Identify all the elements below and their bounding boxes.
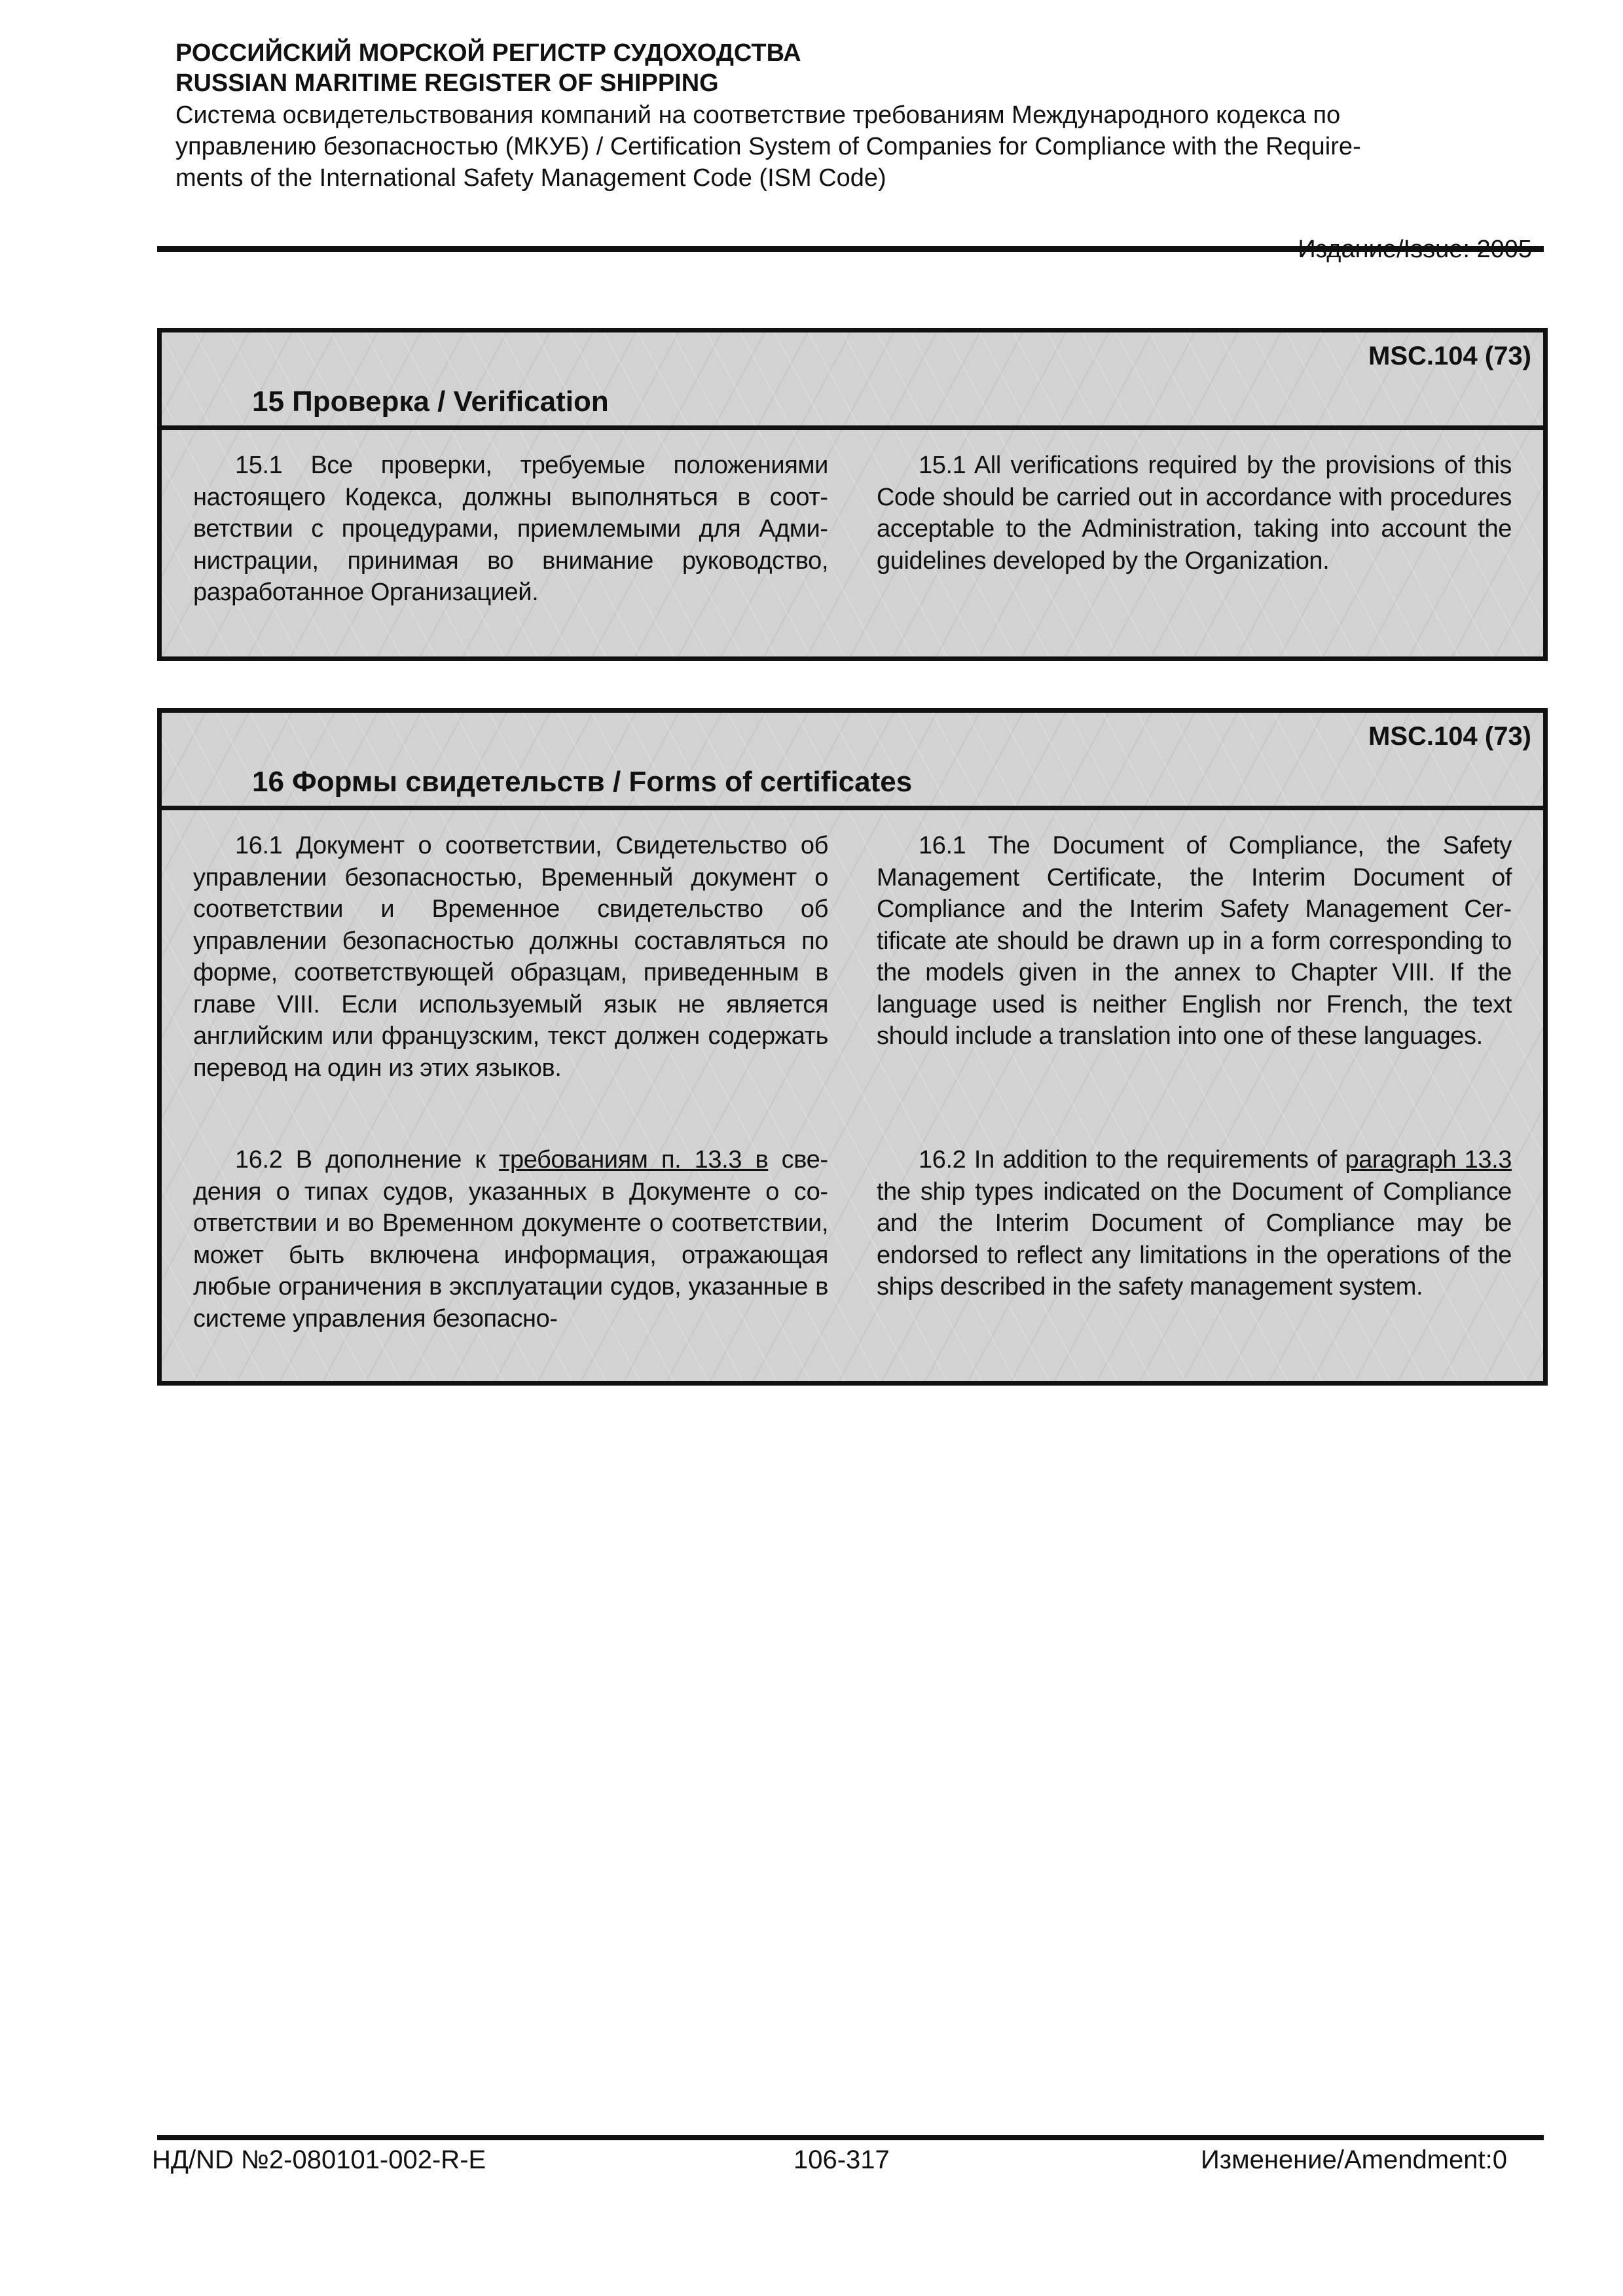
paragraph-text bbox=[877, 1144, 1512, 1303]
paragraph-text: 15.1 All verifications required by the provisions of this Code should be carried out in accordance with procedures acceptable to the Administration, taking into account the guidelines developed by the Organization. bbox=[877, 452, 1512, 575]
amendment-label: Изменение/Amendment:0 bbox=[1201, 2145, 1507, 2174]
requirements-13-3-link[interactable]: требованиям п. 13.3 в bbox=[498, 1146, 769, 1174]
section-body bbox=[162, 430, 1543, 648]
system-title-line: Система освидетельствования компаний на соответствие требованиям Международного кодекса по bbox=[175, 101, 1341, 129]
document-footer bbox=[152, 2144, 1507, 2177]
paragraph-text-end: сведения о типах судов, указанных в Документе о соответствии и во Временном документе о соответствии, может быть включена информация, отражающая любые ограничения в эксплуатации судов, указанные в системе управления безопасно- bbox=[193, 1146, 829, 1333]
section-reference: MSC.104 (73) bbox=[1368, 342, 1531, 370]
paragraph-en bbox=[877, 830, 1512, 1084]
paragraph-text bbox=[193, 1144, 828, 1335]
section-header bbox=[162, 713, 1543, 810]
header-divider bbox=[157, 246, 1544, 252]
document-number: НД/ND №2-080101-002-R-E bbox=[152, 2145, 486, 2174]
paragraph-13-3-link[interactable]: paragraph 13.3 bbox=[1345, 1146, 1512, 1174]
section-15-verification bbox=[157, 328, 1548, 661]
system-title-line: ments of the International Safety Management Code (ISM Code) bbox=[175, 164, 886, 192]
paragraph-en bbox=[877, 450, 1512, 609]
paragraph-ru bbox=[193, 1144, 828, 1335]
paragraph-text: 16.1 The Document of Compliance, the Safety Management Certificate, the Interim Document of Compliance and the Interim Safety Management Certificate ate should be drawn up in a form corresponding to the models given in the annex to Chapter VIII. If the language used is neither English nor French, the text should include a translation into one of these languages. bbox=[877, 832, 1512, 1050]
paragraph-text-start: 16.2 В дополнение к bbox=[235, 1146, 499, 1174]
section-header bbox=[162, 332, 1543, 430]
paragraph-ru bbox=[193, 450, 828, 609]
section-16-forms-of-certificates bbox=[157, 708, 1548, 1386]
paragraph-ru bbox=[193, 830, 828, 1084]
section-body bbox=[162, 810, 1543, 1374]
organization-name-ru: РОССИЙСКИЙ МОРСКОЙ РЕГИСТР СУДОХОДСТВА bbox=[175, 39, 801, 67]
paragraph-text: 15.1 Все проверки, требуемые положениями настоящего Кодекса, должны выполняться в соответствии с процедурами, приемлемыми для Администрации, принимая во внимание руководство, разработанное Организацией. bbox=[193, 452, 828, 606]
paragraph-en bbox=[877, 1144, 1512, 1335]
system-title bbox=[175, 99, 1532, 194]
paragraph-row bbox=[162, 830, 1543, 1084]
section-title: 15 Проверка / Verification bbox=[252, 386, 609, 418]
paragraph-text-start: 16.2 In addition to the requirements of bbox=[919, 1146, 1345, 1174]
system-title-line: управлению безопасностью (МКУБ) / Certification System of Companies for Compliance with the Require- bbox=[175, 133, 1361, 160]
organization-name-en: RUSSIAN MARITIME REGISTER OF SHIPPING bbox=[175, 69, 719, 97]
section-title: 16 Формы свидетельств / Forms of certificates bbox=[252, 766, 913, 798]
paragraph-row bbox=[162, 1144, 1543, 1335]
document-header bbox=[175, 38, 1532, 194]
page-number: 106-317 bbox=[793, 2145, 890, 2174]
section-reference: MSC.104 (73) bbox=[1368, 722, 1531, 751]
paragraph-text: 16.1 Документ о соответствии, Свидетельство об управлении безопасностью, Временный документ о соответствии и Временное свидетельство об управлении безопасностью должны составляться по форме, соответствующей образцам, приведенным в главе VIII. Если используемый язык не является английским или французским, текст должен содержать перевод на один из этих языков. bbox=[193, 832, 828, 1082]
paragraph-text-end: the ship types indicated on the Document of Compliance and the Interim Document of Compliance may be endorsed to reflect any limitations in the operations of the ships described in the safety management system. bbox=[877, 1177, 1512, 1300]
paragraph-row bbox=[162, 450, 1543, 609]
footer-divider bbox=[157, 2135, 1544, 2140]
